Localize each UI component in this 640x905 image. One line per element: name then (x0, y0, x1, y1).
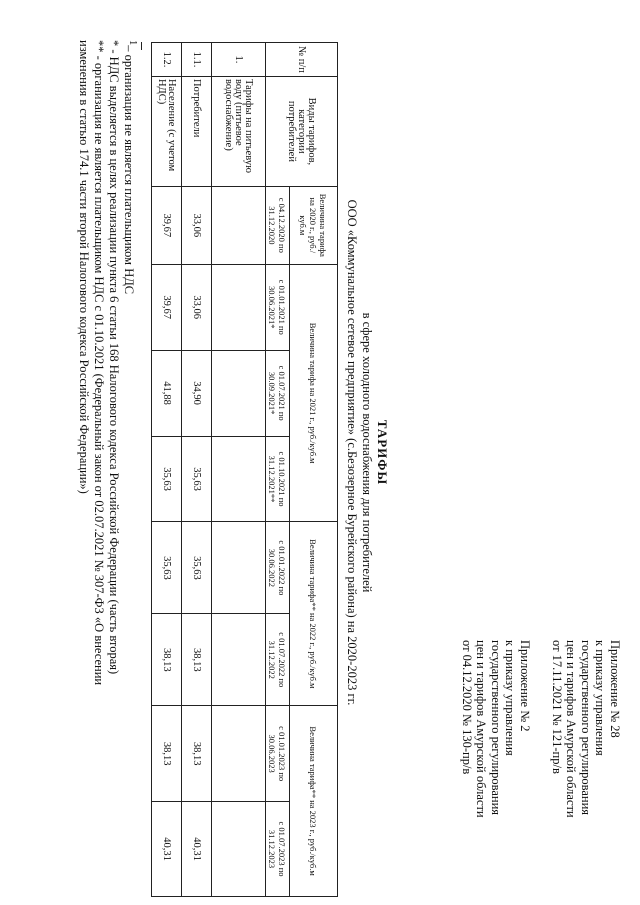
value-cell: 38,13 (182, 706, 212, 802)
footnote-separator (141, 42, 142, 50)
period-cell: с 01.07.2021 по 30.09.2021* (266, 350, 290, 436)
period-cell: с 01.10.2021 по 31.12.2021** (266, 436, 290, 522)
table-row (182, 43, 212, 897)
row-num: 1. (212, 43, 266, 77)
value-cell (212, 350, 266, 436)
appendix-2-block (460, 640, 533, 870)
period-cell: с 04.12.2020 по 31.12.2020 (266, 186, 290, 264)
value-cell: 33,06 (182, 264, 212, 350)
table-header-row (290, 43, 338, 897)
footnote-mark: 1 (127, 40, 138, 46)
period-cell: с 01.01.2023 по 30.06.2023 (266, 706, 290, 802)
value-cell (212, 614, 266, 706)
appendix-line: к приказу управления (503, 640, 518, 756)
value-cell (212, 802, 266, 897)
appendix-line: к приказу управления (593, 640, 608, 756)
footnote-text: – организация не является плательщиком НДС (121, 45, 136, 295)
value-cell: 38,13 (152, 614, 182, 706)
appendix-line: от 04.12.2020 № 130-пр/в (460, 640, 474, 775)
footnote-1 (121, 40, 140, 900)
appendix-line: цен и тарифов Амурской области (474, 640, 489, 818)
header-2022: Величина тарифа** на 2022 г., руб./куб.м (290, 522, 338, 706)
value-cell: 41,88 (152, 350, 182, 436)
row-num: 1.1. (182, 43, 212, 77)
period-cell: с 01.07.2023 по 31.12.2023 (266, 802, 290, 897)
table-row (212, 43, 266, 897)
row-name: Население (с учетом НДС) (152, 76, 182, 186)
footnote-2: * - НДС выделяется в целях реализации пункта 6 статьи 168 Налогового кодекса Российской Федерации (часть вторая) (106, 40, 121, 675)
appendix-line: от 17.11.2021 № 121-пр/в (550, 640, 564, 774)
value-cell (212, 706, 266, 802)
footnotes (76, 40, 140, 900)
appendix-28-block (550, 640, 623, 870)
row-name: Тарифы на питьевую воду (питьевое водоснабжение) (212, 76, 266, 186)
row-num: 1.2. (152, 43, 182, 77)
header-2023: Величина тарифа** на 2023 г., руб./куб.м (290, 706, 338, 897)
header-2020: Величина тарифа на 2020 г., руб./куб.м (290, 186, 338, 264)
period-cell: с 01.01.2021 по 30.06.2021* (266, 264, 290, 350)
value-cell: 35,63 (182, 522, 212, 614)
tariff-table (151, 42, 338, 897)
value-cell (212, 522, 266, 614)
value-cell: 33,06 (182, 186, 212, 264)
value-cell (212, 436, 266, 522)
period-cell: с 01.01.2022 по 30.06.2022 (266, 522, 290, 614)
document-subtitle-org: ООО «Коммунальное сетевое предприятие» (с.Безозерное Бурейского района) на 2020-2023 гг. (345, 199, 359, 706)
value-cell: 39,67 (152, 186, 182, 264)
appendix-line: государственного регулирования (579, 640, 593, 816)
appendix-line: государственного регулирования (489, 640, 503, 816)
value-cell: 39,67 (152, 264, 182, 350)
row-name: Потребители (182, 76, 212, 186)
value-cell (212, 186, 266, 264)
header-type: Виды тарифов, категории потребителей (266, 76, 338, 186)
document-title: ТАРИФЫ (375, 419, 390, 486)
footnote-3: ** - организация не является плательщиком НДС с 01.10.2021 (Федеральный закон от 02.07.2021 № 307-ФЗ «О внесении (91, 40, 106, 686)
value-cell: 35,63 (152, 436, 182, 522)
value-cell (212, 264, 266, 350)
period-cell: с 01.07.2022 по 31.12.2022 (266, 614, 290, 706)
value-cell: 34,90 (182, 350, 212, 436)
header-2021: Величина тарифа на 2021 г., руб./куб.м (290, 264, 338, 522)
value-cell: 38,13 (182, 614, 212, 706)
document-title-block (344, 0, 390, 905)
value-cell: 38,13 (152, 706, 182, 802)
value-cell: 35,63 (152, 522, 182, 614)
value-cell: 40,31 (182, 802, 212, 897)
value-cell: 35,63 (182, 436, 212, 522)
header-num: № п/п (266, 43, 338, 77)
footnote-3-cont: изменения в статью 174.1 части второй Налогового кодекса Российской Федерации») (76, 40, 91, 494)
appendix-line: цен и тарифов Амурской области (564, 640, 579, 818)
table-row (152, 43, 182, 897)
appendix-line: Приложение № 28 (608, 640, 622, 738)
document-subtitle: в сфере холодного водоснабжения для потребителей (360, 312, 374, 593)
appendix-line: Приложение № 2 (518, 640, 532, 732)
value-cell: 40,31 (152, 802, 182, 897)
